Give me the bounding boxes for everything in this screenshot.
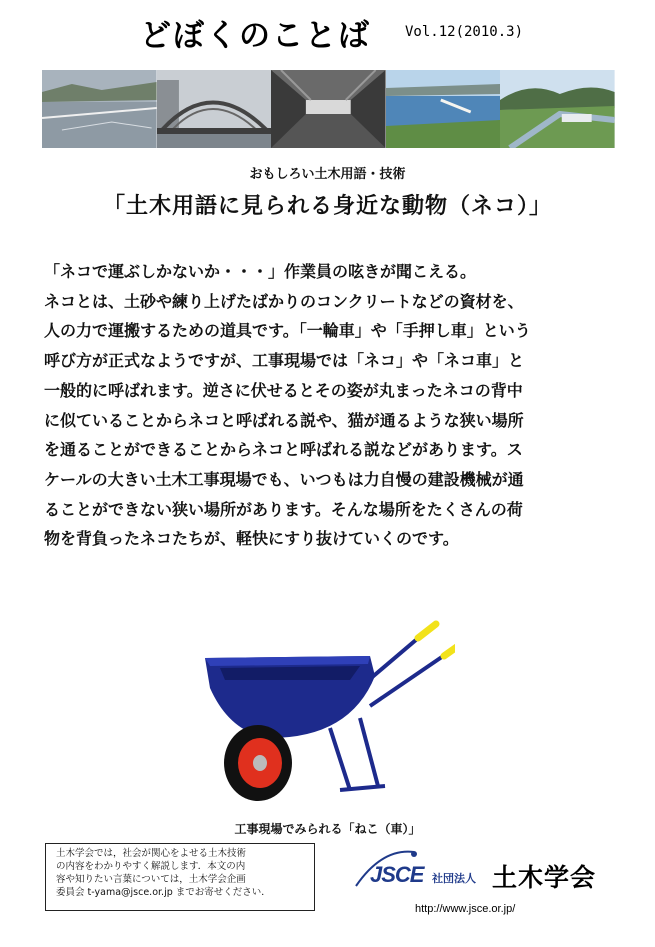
tunnel-photo <box>271 70 386 148</box>
org-name: 土木学会 <box>492 863 597 892</box>
volume-label: Vol.12(2010.3) <box>405 24 524 40</box>
notice-line: 土木学会では，社会が関心をよせる土木技術 <box>56 848 247 859</box>
article-subtitle: おもしろい土木用語・技術 <box>249 167 406 182</box>
contact-notice <box>45 843 315 911</box>
bay-bridge-photo <box>42 70 157 148</box>
body-line: ネコとは、土砂や練り上げたばかりのコンクリートなどの資材を、 <box>44 291 524 311</box>
body-line: 物を背負ったネコたちが、軽快にすり抜けていくのです。 <box>44 529 459 549</box>
river-photo <box>386 70 501 148</box>
notice-line: の内容をわかりやすく解説します．本文の内 <box>56 861 246 872</box>
body-line: ケールの大きい土木工事現場でも、いつもは力自慢の建設機械が通 <box>44 469 524 489</box>
body-line: を通ることができることからネコと呼ばれる説などがあります。ス <box>44 440 523 460</box>
figure-caption: 工事現場でみられる「ねこ（車）」 <box>234 822 421 836</box>
notice-line: 容や知りたい言葉については，土木学会企画 <box>56 874 246 885</box>
arch-bridge-photo <box>157 70 272 148</box>
page-title: どぼくのことば <box>140 18 371 54</box>
body-line: 呼び方が正式なようですが、工事現場では「ネコ」や「ネコ車」と <box>44 351 525 371</box>
body-line: 一般的に呼ばれます。逆さに伏せるとその姿が丸まったネコの背中 <box>44 380 523 400</box>
body-line: 人の力で運搬するための道具です。「一輪車」や「手押し車」という <box>44 321 531 341</box>
body-line: ることができない狭い場所があります。そんな場所をたくさんの荷 <box>44 499 523 519</box>
article-title: 「土木用語に見られる身近な動物（ネコ）」 <box>102 194 552 219</box>
photo-banner <box>42 70 615 148</box>
weir-photo <box>500 70 615 148</box>
jsce-logo <box>352 848 622 894</box>
website-link[interactable]: http://www.jsce.or.jp/ <box>415 903 516 915</box>
body-line: 「ネコで運ぶしかないか・・・」作業員の呟きが聞こえる。 <box>44 262 477 281</box>
jsce-logotype: JSCE <box>370 862 424 887</box>
body-line: に似ていることからネコと呼ばれる説や、猫が通るような狭い場所 <box>44 410 524 430</box>
article-body <box>44 257 612 554</box>
corp-type-label: 社団法人 <box>432 872 476 885</box>
wheelbarrow-illustration <box>200 618 455 813</box>
notice-line: 委員会 t-yama@jsce.or.jp までお寄せください． <box>56 887 271 898</box>
